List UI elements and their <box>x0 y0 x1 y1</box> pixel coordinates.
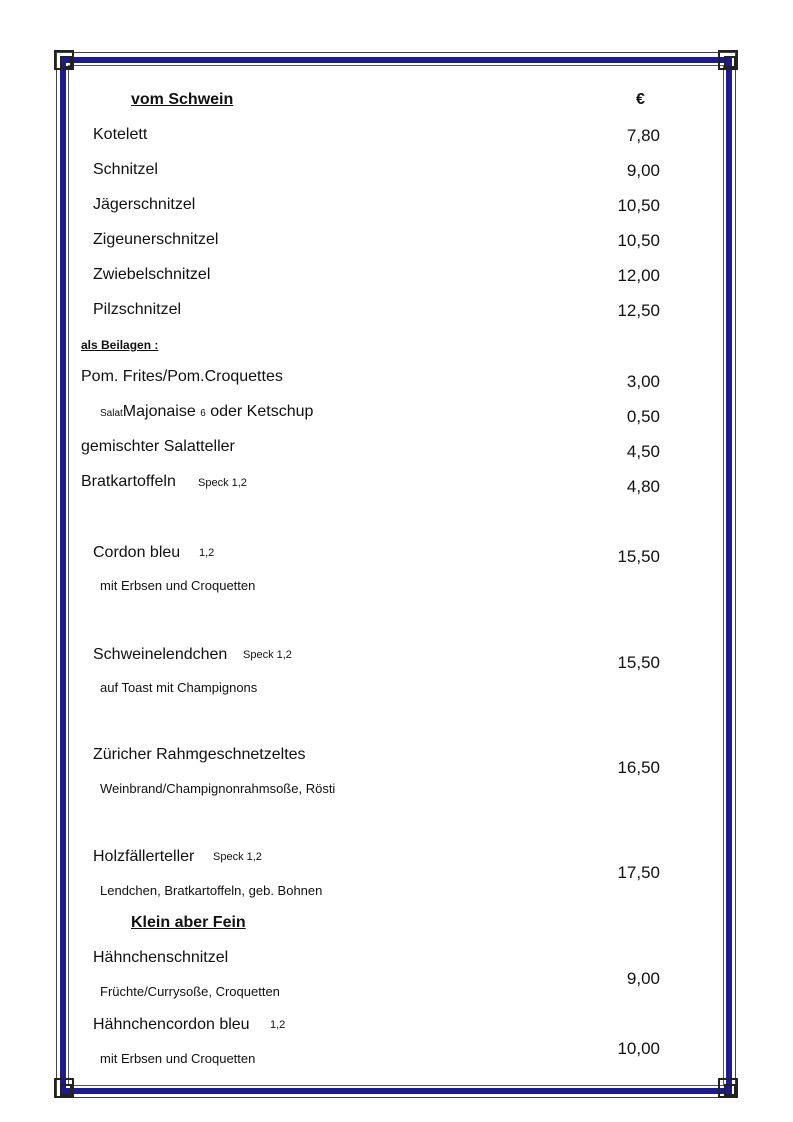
allergen-note: Speck 1,2 <box>243 649 292 661</box>
special-item-description: auf Toast mit Champignons <box>100 680 258 695</box>
side-item-name: Bratkartoffeln <box>81 473 176 490</box>
section-heading-klein-aber-fein: Klein aber Fein <box>131 914 246 931</box>
menu-item-price: 10,50 <box>617 231 660 250</box>
side-item-price: 0,50 <box>626 407 660 426</box>
special-item-name: Cordon bleu <box>93 544 181 561</box>
menu-item-price: 9,00 <box>626 969 660 988</box>
allergen-note: 1,2 <box>270 1019 286 1031</box>
menu-item-name: Jägerschnitzel <box>93 196 196 213</box>
special-item-price: 15,50 <box>617 653 660 672</box>
frame-corner-bottom-left <box>54 1078 74 1098</box>
section-heading-vom-schwein: vom Schwein <box>131 91 234 108</box>
special-item-price: 15,50 <box>617 547 660 566</box>
allergen-note: Speck 1,2 <box>198 477 247 489</box>
menu-item-name: Hähnchenschnitzel <box>93 949 229 966</box>
special-item-description: Lendchen, Bratkartoffeln, geb. Bohnen <box>100 883 323 898</box>
side-item-prefix: Salat <box>100 408 123 419</box>
menu-item-description: mit Erbsen und Croquetten <box>100 1051 256 1066</box>
menu-item-price: 10,50 <box>617 196 660 215</box>
special-item-description: mit Erbsen und Croquetten <box>100 578 256 593</box>
allergen-note: 6 <box>200 408 206 419</box>
special-item-price: 17,50 <box>617 863 660 882</box>
side-item-majonaise <box>100 404 313 420</box>
menu-item-description: Früchte/Currysoße, Croquetten <box>100 984 280 999</box>
side-item-suffix: oder Ketschup <box>210 403 314 420</box>
menu-item-name: Pilzschnitzel <box>93 301 182 318</box>
menu-item-name: Kotelett <box>93 126 148 143</box>
frame-corner-top-right <box>718 50 738 70</box>
menu-item-name: Zwiebelschnitzel <box>93 266 211 283</box>
currency-label: € <box>636 91 645 108</box>
menu-item-name: Schnitzel <box>93 161 158 178</box>
menu-item-price: 12,00 <box>617 266 660 285</box>
menu-item-name: Hähnchencordon bleu <box>93 1016 250 1033</box>
side-item-price: 3,00 <box>626 372 660 391</box>
side-item-name: gemischter Salatteller <box>81 438 235 455</box>
side-item-name: Pom. Frites/Pom.Croquettes <box>81 368 283 385</box>
special-item-price: 16,50 <box>617 758 660 777</box>
special-item-name: Züricher Rahmgeschnetzeltes <box>93 746 306 763</box>
menu-item-price: 10,00 <box>617 1039 660 1058</box>
allergen-note: 1,2 <box>199 547 215 559</box>
menu-item-price: 9,00 <box>626 161 660 180</box>
allergen-note: Speck 1,2 <box>213 851 262 863</box>
side-item-price: 4,80 <box>626 477 660 496</box>
side-item-name: Majonaise <box>122 403 196 420</box>
frame-corner-bottom-right <box>718 1078 738 1098</box>
special-item-description: Weinbrand/Champignonrahmsoße, Rösti <box>100 781 336 796</box>
side-item-price: 4,50 <box>626 442 660 461</box>
special-item-name: Schweinelendchen <box>93 646 228 663</box>
menu-item-price: 12,50 <box>617 301 660 320</box>
sides-heading: als Beilagen : <box>81 338 159 352</box>
menu-item-name: Zigeunerschnitzel <box>93 231 219 248</box>
frame-inner-border <box>68 65 724 1086</box>
menu-item-price: 7,80 <box>626 126 660 145</box>
frame-corner-top-left <box>54 50 74 70</box>
special-item-name: Holzfällerteller <box>93 848 195 865</box>
